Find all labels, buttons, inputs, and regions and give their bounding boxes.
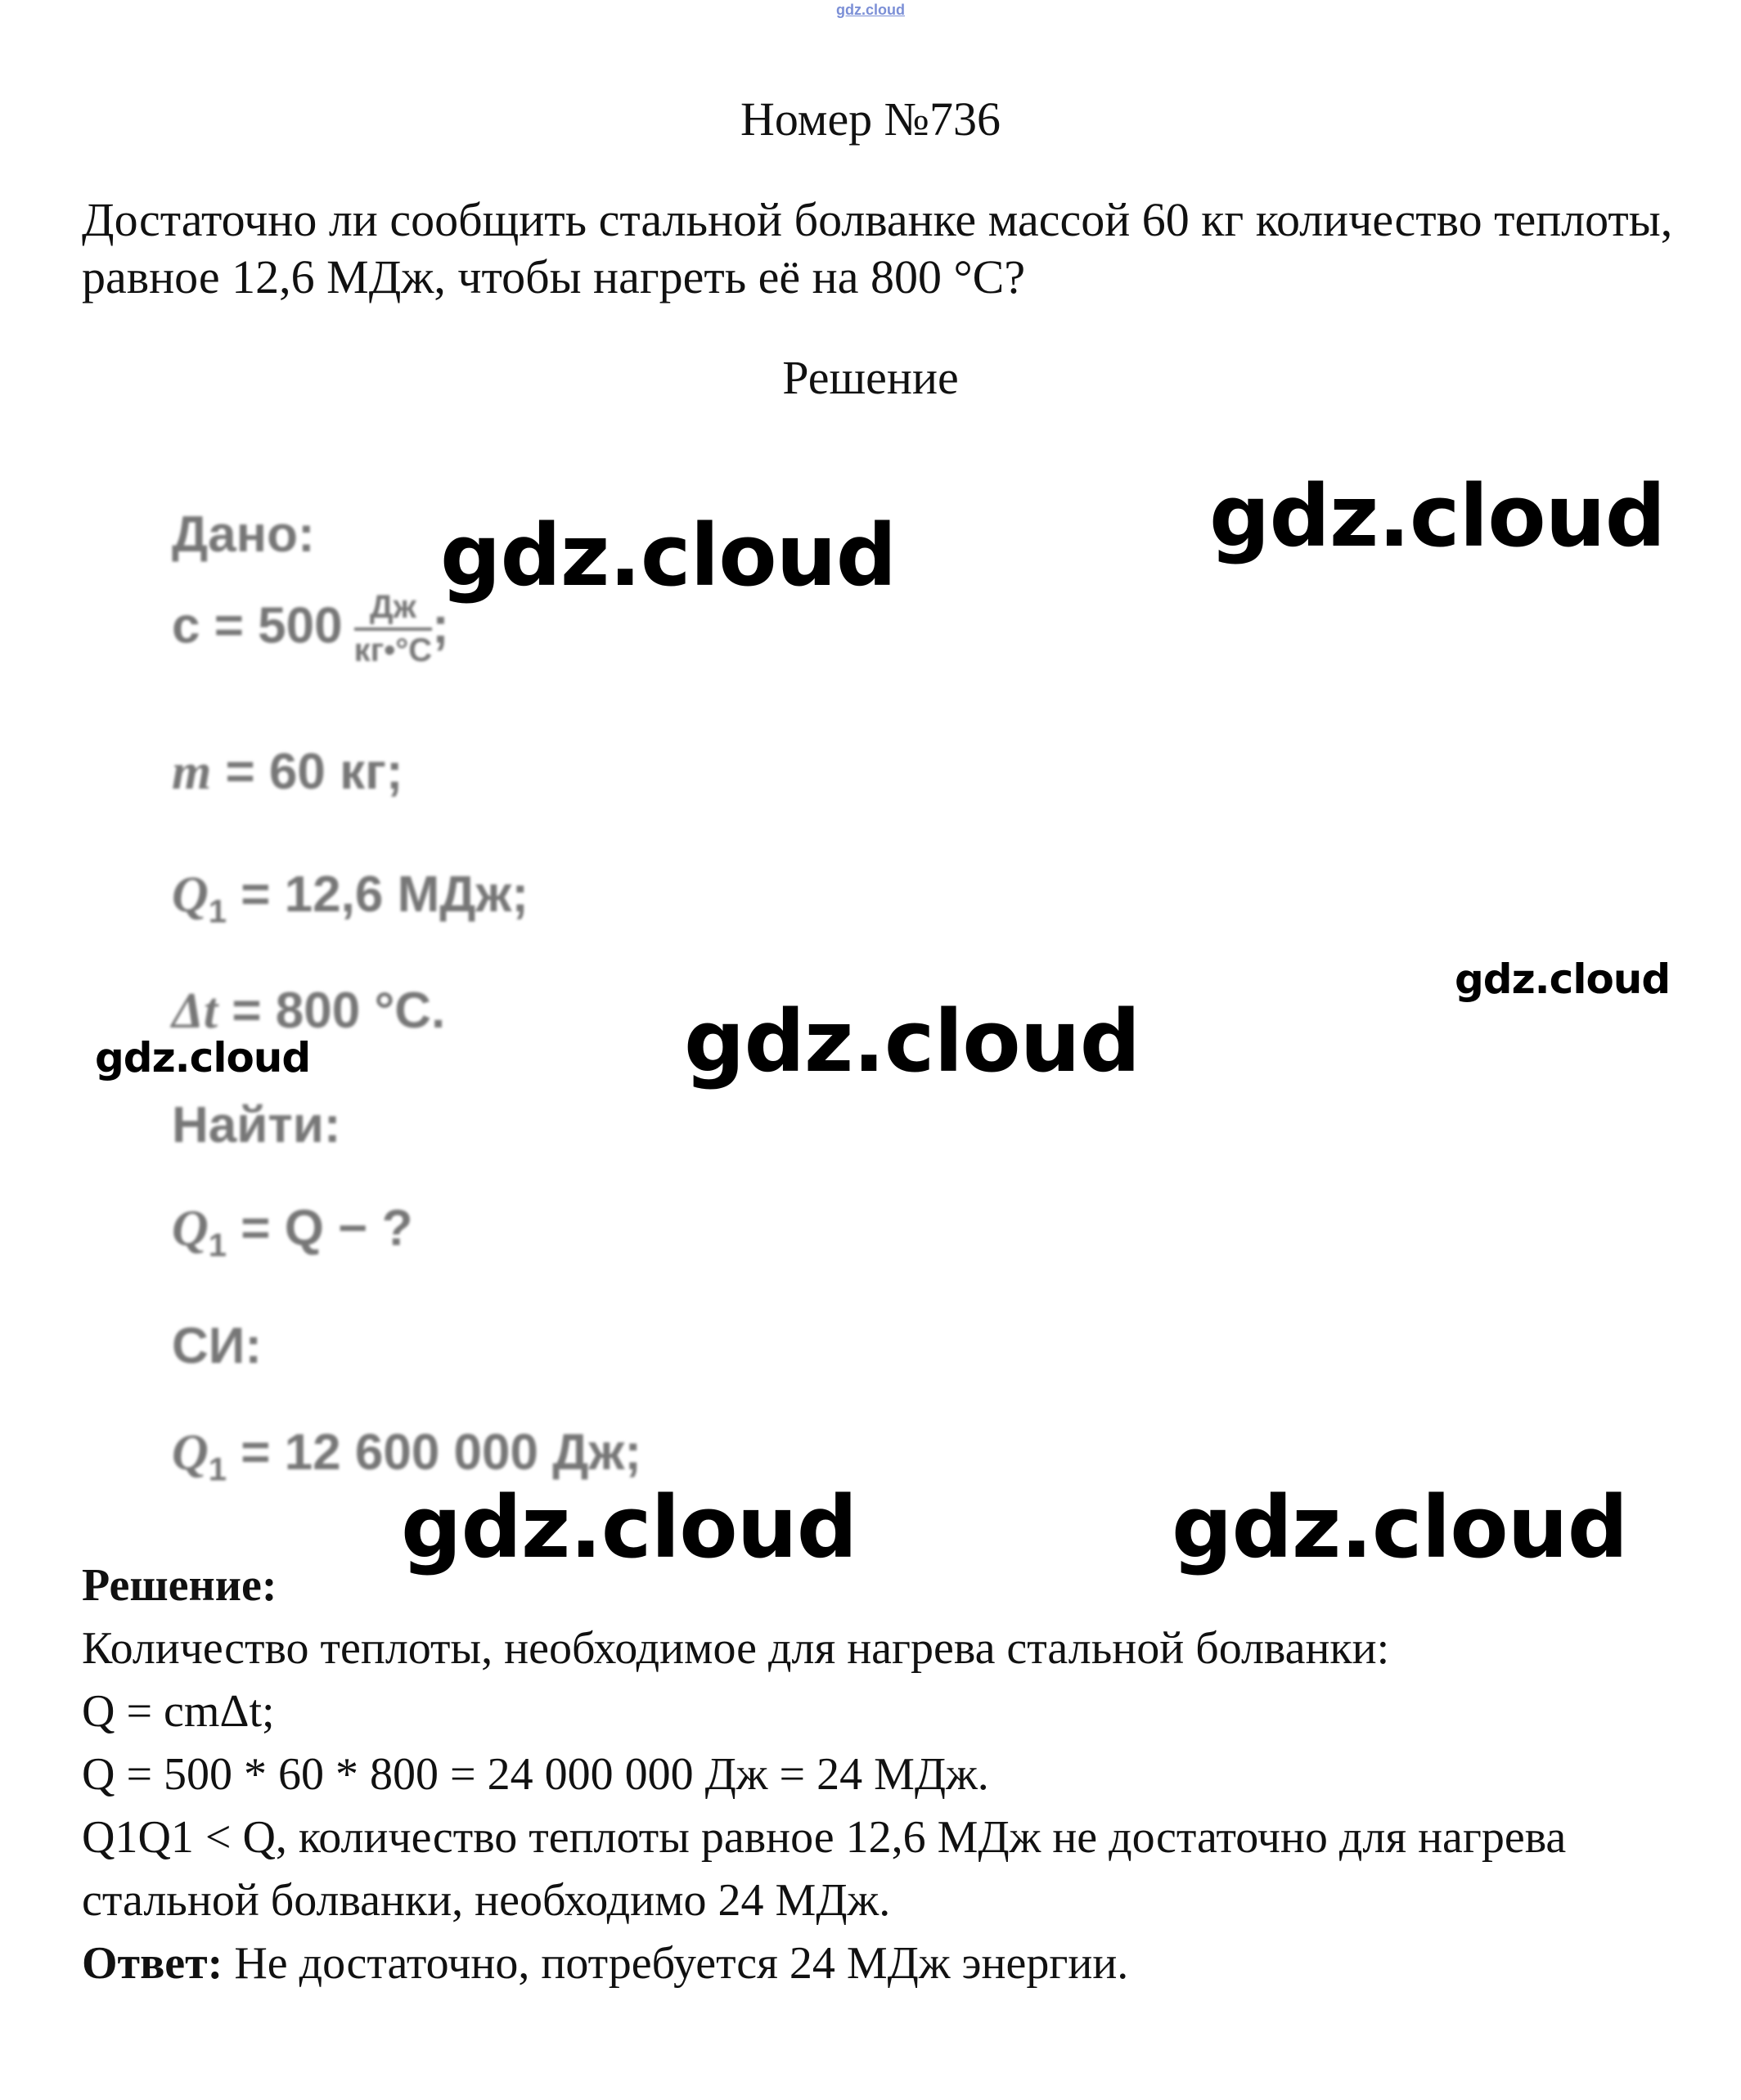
given-dt-value: = 800 °С. <box>218 983 446 1039</box>
si-q-symbol: Q <box>172 1425 209 1481</box>
site-mark-link[interactable]: gdz.cloud <box>836 2 905 18</box>
given-m-value: = 60 кг; <box>211 744 403 800</box>
watermark-2: gdz.cloud <box>1209 466 1666 566</box>
solution-line-2: Q = cmΔt; <box>82 1686 275 1737</box>
given-m <box>172 743 403 802</box>
given-dt-symbol: Δt <box>172 983 218 1039</box>
given-c-suffix: ; <box>432 597 449 654</box>
solution-line-4: Q1Q1 < Q, количество теплоты равное 12,6 МДж не достаточно для нагрева стальной болванки, необходимо 24 МДж. <box>82 1812 1567 1926</box>
find-expression <box>172 1199 412 1264</box>
solution-label: Решение: <box>82 1560 277 1611</box>
given-label: Дано: <box>172 506 315 563</box>
watermark-1: gdz.cloud <box>440 506 897 605</box>
watermark-6: gdz.cloud <box>401 1477 857 1577</box>
si-q-sub: 1 <box>208 1451 227 1488</box>
answer-label: Ответ: <box>82 1938 223 1989</box>
si-q1-value: = 12 600 000 Дж; <box>227 1424 641 1481</box>
watermark-7: gdz.cloud <box>1172 1477 1628 1577</box>
si-label: СИ: <box>172 1318 262 1374</box>
given-q1 <box>172 866 529 930</box>
solution-heading: Решение <box>782 351 959 404</box>
given-q1-value: = 12,6 МДж; <box>227 866 529 923</box>
watermark-5: gdz.cloud <box>95 1034 311 1081</box>
watermark-3: gdz.cloud <box>1455 956 1671 1003</box>
answer-line <box>82 1932 1702 1995</box>
task-text: Достаточно ли сообщить стальной болванке массой 60 кг количество теплоты, равное 12,6 МДж, чтобы нагреть её на 800 °С? <box>82 193 1673 304</box>
given-c-unit-den: кг•°С <box>353 632 433 668</box>
find-rest: = Q − ? <box>227 1200 413 1257</box>
find-label: Найти: <box>172 1097 341 1153</box>
solution-body <box>82 1554 1702 1995</box>
given-q1-symbol: Q <box>172 867 209 923</box>
watermark-4: gdz.cloud <box>684 992 1140 1091</box>
given-c <box>172 589 449 669</box>
given-m-symbol: m <box>172 744 212 800</box>
given-c-prefix: c = 500 <box>172 597 343 654</box>
find-q-sub: 1 <box>208 1227 227 1264</box>
given-c-unit <box>354 589 433 669</box>
problem-title: Номер №736 <box>740 92 1001 146</box>
find-q-symbol: Q <box>172 1201 209 1257</box>
solution-line-3: Q = 500 * 60 * 800 = 24 000 000 Дж = 24 МДж. <box>82 1749 989 1800</box>
solution-line-1: Количество теплоты, необходимое для нагрева стальной болванки: <box>82 1623 1390 1674</box>
answer-text: Не достаточно, потребуется 24 МДж энергии. <box>223 1938 1129 1989</box>
given-dt <box>172 982 445 1041</box>
given-q1-sub: 1 <box>208 893 227 930</box>
given-c-unit-num: Дж <box>354 589 433 631</box>
